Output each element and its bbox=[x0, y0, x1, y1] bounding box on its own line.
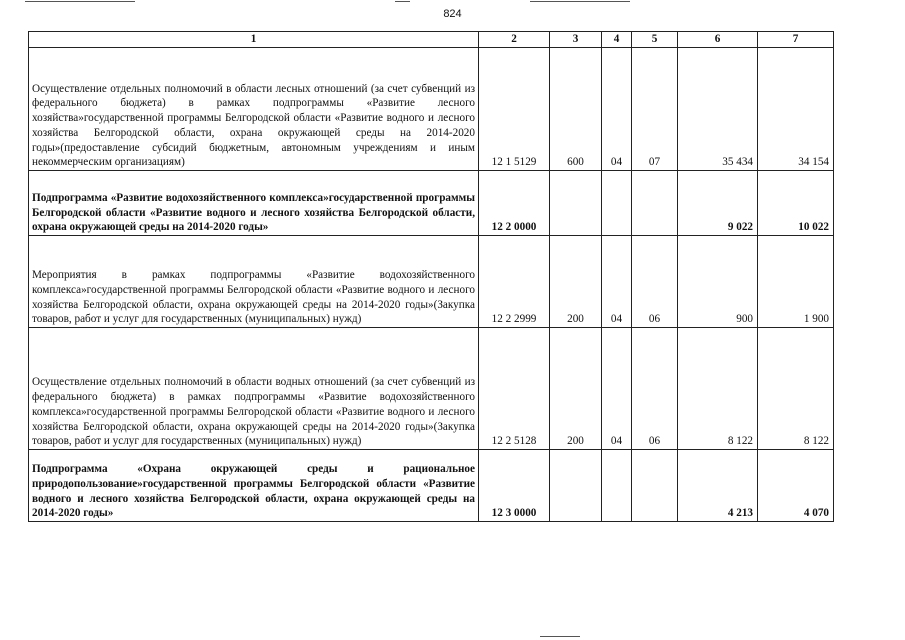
header-cell: 7 bbox=[758, 32, 834, 48]
col3-cell bbox=[550, 171, 602, 236]
col7-cell: 4 070 bbox=[758, 450, 834, 522]
col5-cell bbox=[632, 450, 678, 522]
scan-artifact-top-right bbox=[530, 1, 630, 2]
col3-cell: 600 bbox=[550, 48, 602, 171]
table-row bbox=[29, 48, 834, 171]
description-cell: Осуществление отдельных полномочий в области водных отношений (за счет субвенций из федерального бюджета) в рамках подпрограммы «Развитие водохозяйственного комплекса»государственной программы Белгородской области «Развитие водного и лесного хозяйства Белгородской области, охрана окружающей среды на 2014-2020 годы»(Закупка товаров, работ и услуг для государственных (муниципальных) нужд) bbox=[29, 328, 479, 450]
header-cell: 3 bbox=[550, 32, 602, 48]
description-cell: Подпрограмма «Развитие водохозяйственного комплекса»государственной программы Белгородской области «Развитие водного и лесного хозяйства Белгородской области, охрана окружающей среды на 2014-2020 годы» bbox=[29, 171, 479, 236]
col7-cell: 10 022 bbox=[758, 171, 834, 236]
col4-cell: 04 bbox=[602, 236, 632, 328]
header-row bbox=[29, 32, 834, 48]
table-row bbox=[29, 450, 834, 522]
header-cell: 2 bbox=[479, 32, 550, 48]
col7-cell: 34 154 bbox=[758, 48, 834, 171]
code-cell: 12 2 0000 bbox=[479, 171, 550, 236]
col4-cell bbox=[602, 171, 632, 236]
code-cell: 12 2 5128 bbox=[479, 328, 550, 450]
col5-cell: 06 bbox=[632, 236, 678, 328]
scan-artifact-top-left bbox=[25, 1, 135, 2]
header-cell: 5 bbox=[632, 32, 678, 48]
col4-cell bbox=[602, 450, 632, 522]
scan-artifact-top-mid bbox=[395, 1, 410, 2]
col6-cell: 900 bbox=[678, 236, 758, 328]
code-cell: 12 3 0000 bbox=[479, 450, 550, 522]
table-row bbox=[29, 328, 834, 450]
col3-cell: 200 bbox=[550, 236, 602, 328]
col6-cell: 4 213 bbox=[678, 450, 758, 522]
col7-cell: 8 122 bbox=[758, 328, 834, 450]
col3-cell bbox=[550, 450, 602, 522]
col6-cell: 35 434 bbox=[678, 48, 758, 171]
col5-cell: 06 bbox=[632, 328, 678, 450]
table-row bbox=[29, 171, 834, 236]
col6-cell: 8 122 bbox=[678, 328, 758, 450]
budget-table bbox=[28, 31, 834, 522]
col4-cell: 04 bbox=[602, 328, 632, 450]
col3-cell: 200 bbox=[550, 328, 602, 450]
code-cell: 12 2 2999 bbox=[479, 236, 550, 328]
header-cell: 6 bbox=[678, 32, 758, 48]
page-number: 824 bbox=[443, 8, 462, 20]
col4-cell: 04 bbox=[602, 48, 632, 171]
description-cell: Подпрограмма «Охрана окружающей среды и рациональное природопользование»государственной программы Белгородской области «Развитие водного и лесного хозяйства Белгородской области, охрана окружающей среды на 2014-2020 годы» bbox=[29, 450, 479, 522]
col7-cell: 1 900 bbox=[758, 236, 834, 328]
col5-cell: 07 bbox=[632, 48, 678, 171]
table-row bbox=[29, 236, 834, 328]
code-cell: 12 1 5129 bbox=[479, 48, 550, 171]
col5-cell bbox=[632, 171, 678, 236]
header-cell: 1 bbox=[29, 32, 479, 48]
scan-artifact-bottom bbox=[540, 636, 580, 637]
header-cell: 4 bbox=[602, 32, 632, 48]
description-cell: Мероприятия в рамках подпрограммы «Развитие водохозяйственного комплекса»государственной программы Белгородской области «Развитие водного и лесного хозяйства Белгородской области, охрана окружающей среды на 2014-2020 годы»(Закупка товаров, работ и услуг для государственных (муниципальных) нужд) bbox=[29, 236, 479, 328]
col6-cell: 9 022 bbox=[678, 171, 758, 236]
description-cell: Осуществление отдельных полномочий в области лесных отношений (за счет субвенций из федерального бюджета) в рамках подпрограммы «Развитие лесного хозяйства»государственной программы Белгородской области «Развитие водного и лесного хозяйства Белгородской области, охрана окружающей среды на 2014-2020 годы»(предоставление субсидий бюджетным, автономным учреждениям и иным некоммерческим организациям) bbox=[29, 48, 479, 171]
